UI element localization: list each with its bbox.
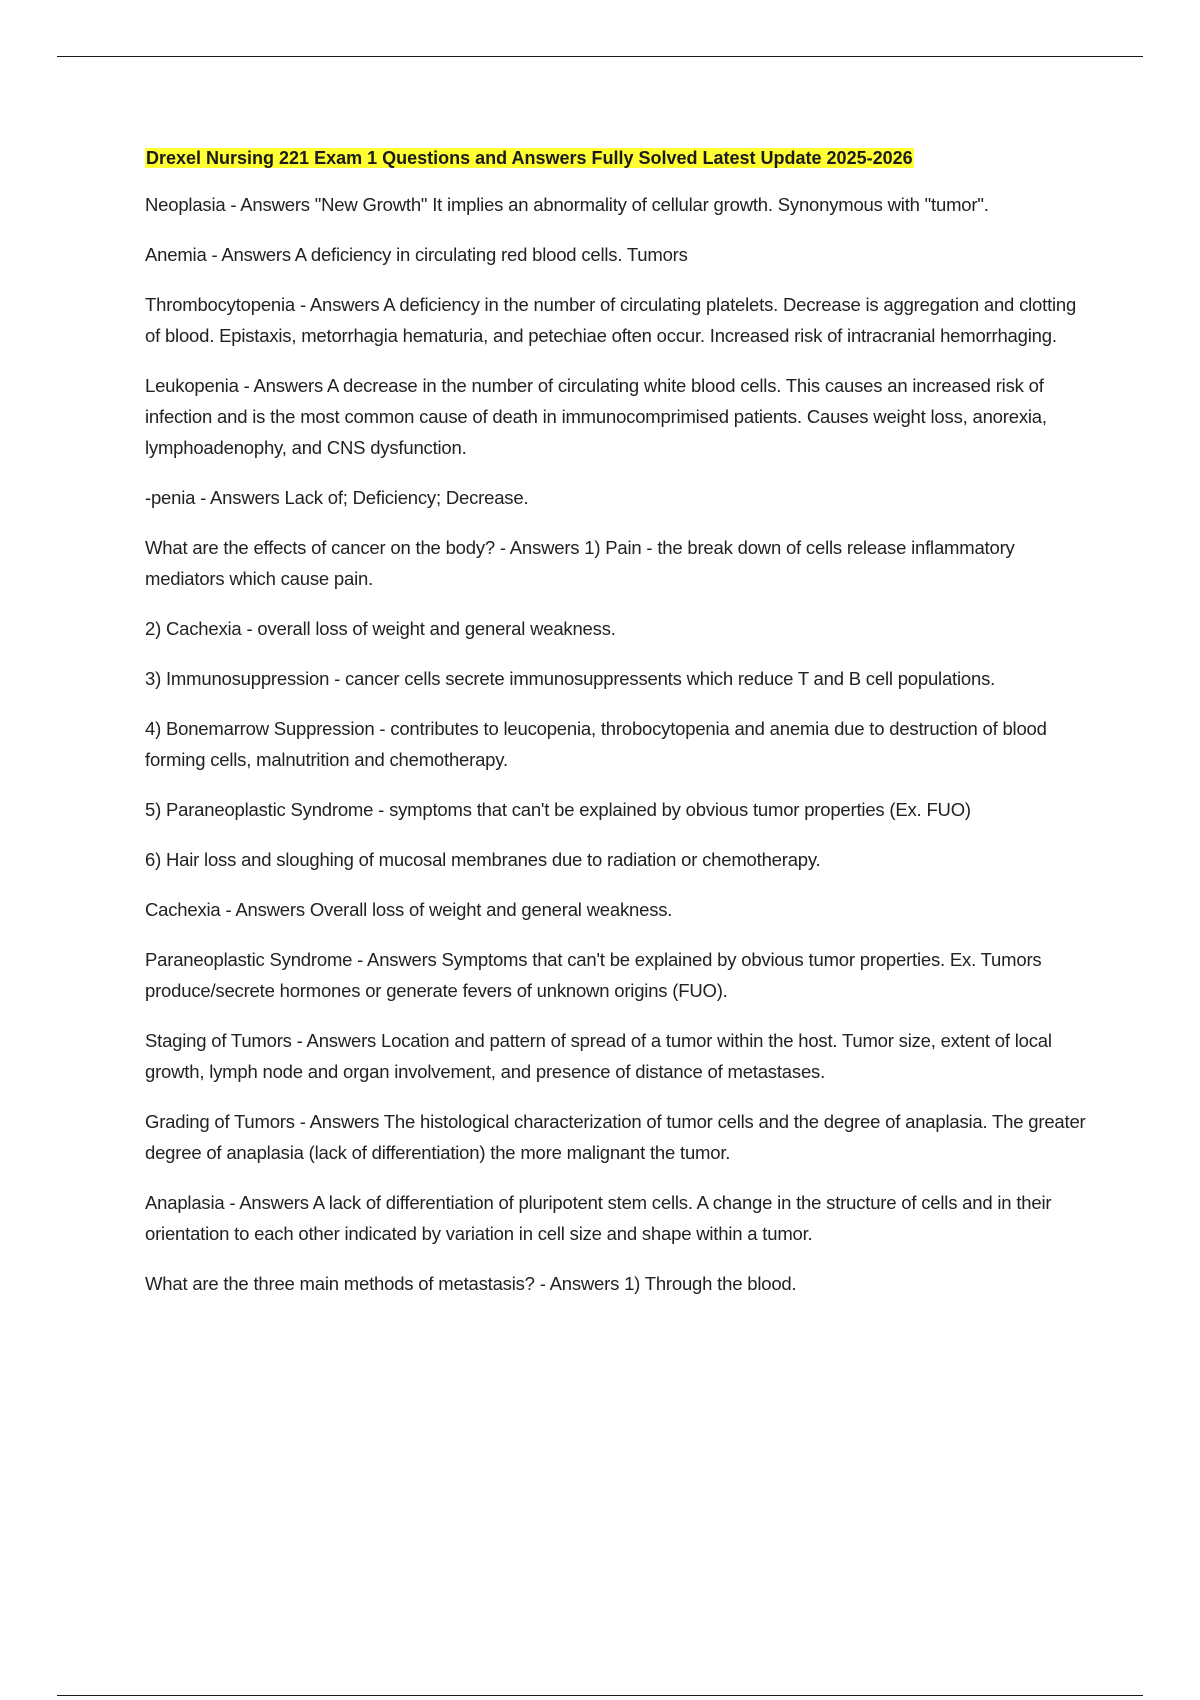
qa-paragraph-grading-of-tumors: Grading of Tumors - Answers The histological characterization of tumor cells and the degree of anaplasia. The greater degree of anaplasia (lack of differentiation) the more malignant the tumor. xyxy=(145,1111,1086,1163)
qa-paragraph-anaplasia: Anaplasia - Answers A lack of differentiation of pluripotent stem cells. A change in the structure of cells and in their orientation to each other indicated by variation in cell size and shape within a tumor. xyxy=(145,1192,1052,1244)
qa-paragraph-cancer-effects: What are the effects of cancer on the body? - Answers 1) Pain - the break down of cells release inflammatory mediators which cause pain. xyxy=(145,537,1015,589)
list-item-hair-loss: 6) Hair loss and sloughing of mucosal membranes due to radiation or chemotherapy. xyxy=(145,849,821,870)
list-item-cachexia: 2) Cachexia - overall loss of weight and general weakness. xyxy=(145,618,616,639)
document-title xyxy=(145,146,1095,170)
list-item-immunosuppression: 3) Immunosuppression - cancer cells secrete immunosuppressents which reduce T and B cell populations. xyxy=(145,668,996,689)
list-item-paraneoplastic-syndrome: 5) Paraneoplastic Syndrome - symptoms that can't be explained by obvious tumor properties (Ex. FUO) xyxy=(145,799,971,820)
qa-paragraph-thrombocytopenia: Thrombocytopenia - Answers A deficiency in the number of circulating platelets. Decrease is aggregation and clotting of blood. Epistaxis, metorrhagia hematuria, and petechiae often occur. Increased risk of intracranial hemorrhaging. xyxy=(145,294,1077,346)
qa-paragraph-anemia: Anemia - Answers A deficiency in circulating red blood cells. Tumors xyxy=(145,244,688,265)
footer-rule xyxy=(57,1695,1143,1696)
document-title-text: Drexel Nursing 221 Exam 1 Questions and Answers Fully Solved Latest Update 2025-2026 xyxy=(146,148,913,168)
qa-paragraph-neoplasia: Neoplasia - Answers "New Growth" It implies an abnormality of cellular growth. Synonymous with "tumor". xyxy=(145,194,989,215)
qa-paragraph-staging-of-tumors: Staging of Tumors - Answers Location and pattern of spread of a tumor within the host. Tumor size, extent of local growth, lymph node and organ involvement, and presence of distance of metastases. xyxy=(145,1030,1052,1082)
qa-paragraph-cachexia: Cachexia - Answers Overall loss of weight and general weakness. xyxy=(145,899,673,920)
qa-paragraph-leukopenia: Leukopenia - Answers A decrease in the number of circulating white blood cells. This causes an increased risk of infection and is the most common cause of death in immunocomprimised patients. Causes weight loss, anorexia, lymphoadenophy, and CNS dysfunction. xyxy=(145,375,1047,458)
qa-paragraph-paraneoplastic-syndrome: Paraneoplastic Syndrome - Answers Symptoms that can't be explained by obvious tumor properties. Ex. Tumors produce/secrete hormones or generate fevers of unknown origins (FUO). xyxy=(145,949,1042,1001)
qa-paragraph-penia: -penia - Answers Lack of; Deficiency; Decrease. xyxy=(145,487,529,508)
document-body xyxy=(145,146,1095,1318)
qa-paragraph-metastasis-methods: What are the three main methods of metastasis? - Answers 1) Through the blood. xyxy=(145,1273,797,1294)
list-item-bonemarrow-suppression: 4) Bonemarrow Suppression - contributes to leucopenia, throbocytopenia and anemia due to destruction of blood forming cells, malnutrition and chemotherapy. xyxy=(145,718,1047,770)
header-rule xyxy=(57,56,1143,57)
